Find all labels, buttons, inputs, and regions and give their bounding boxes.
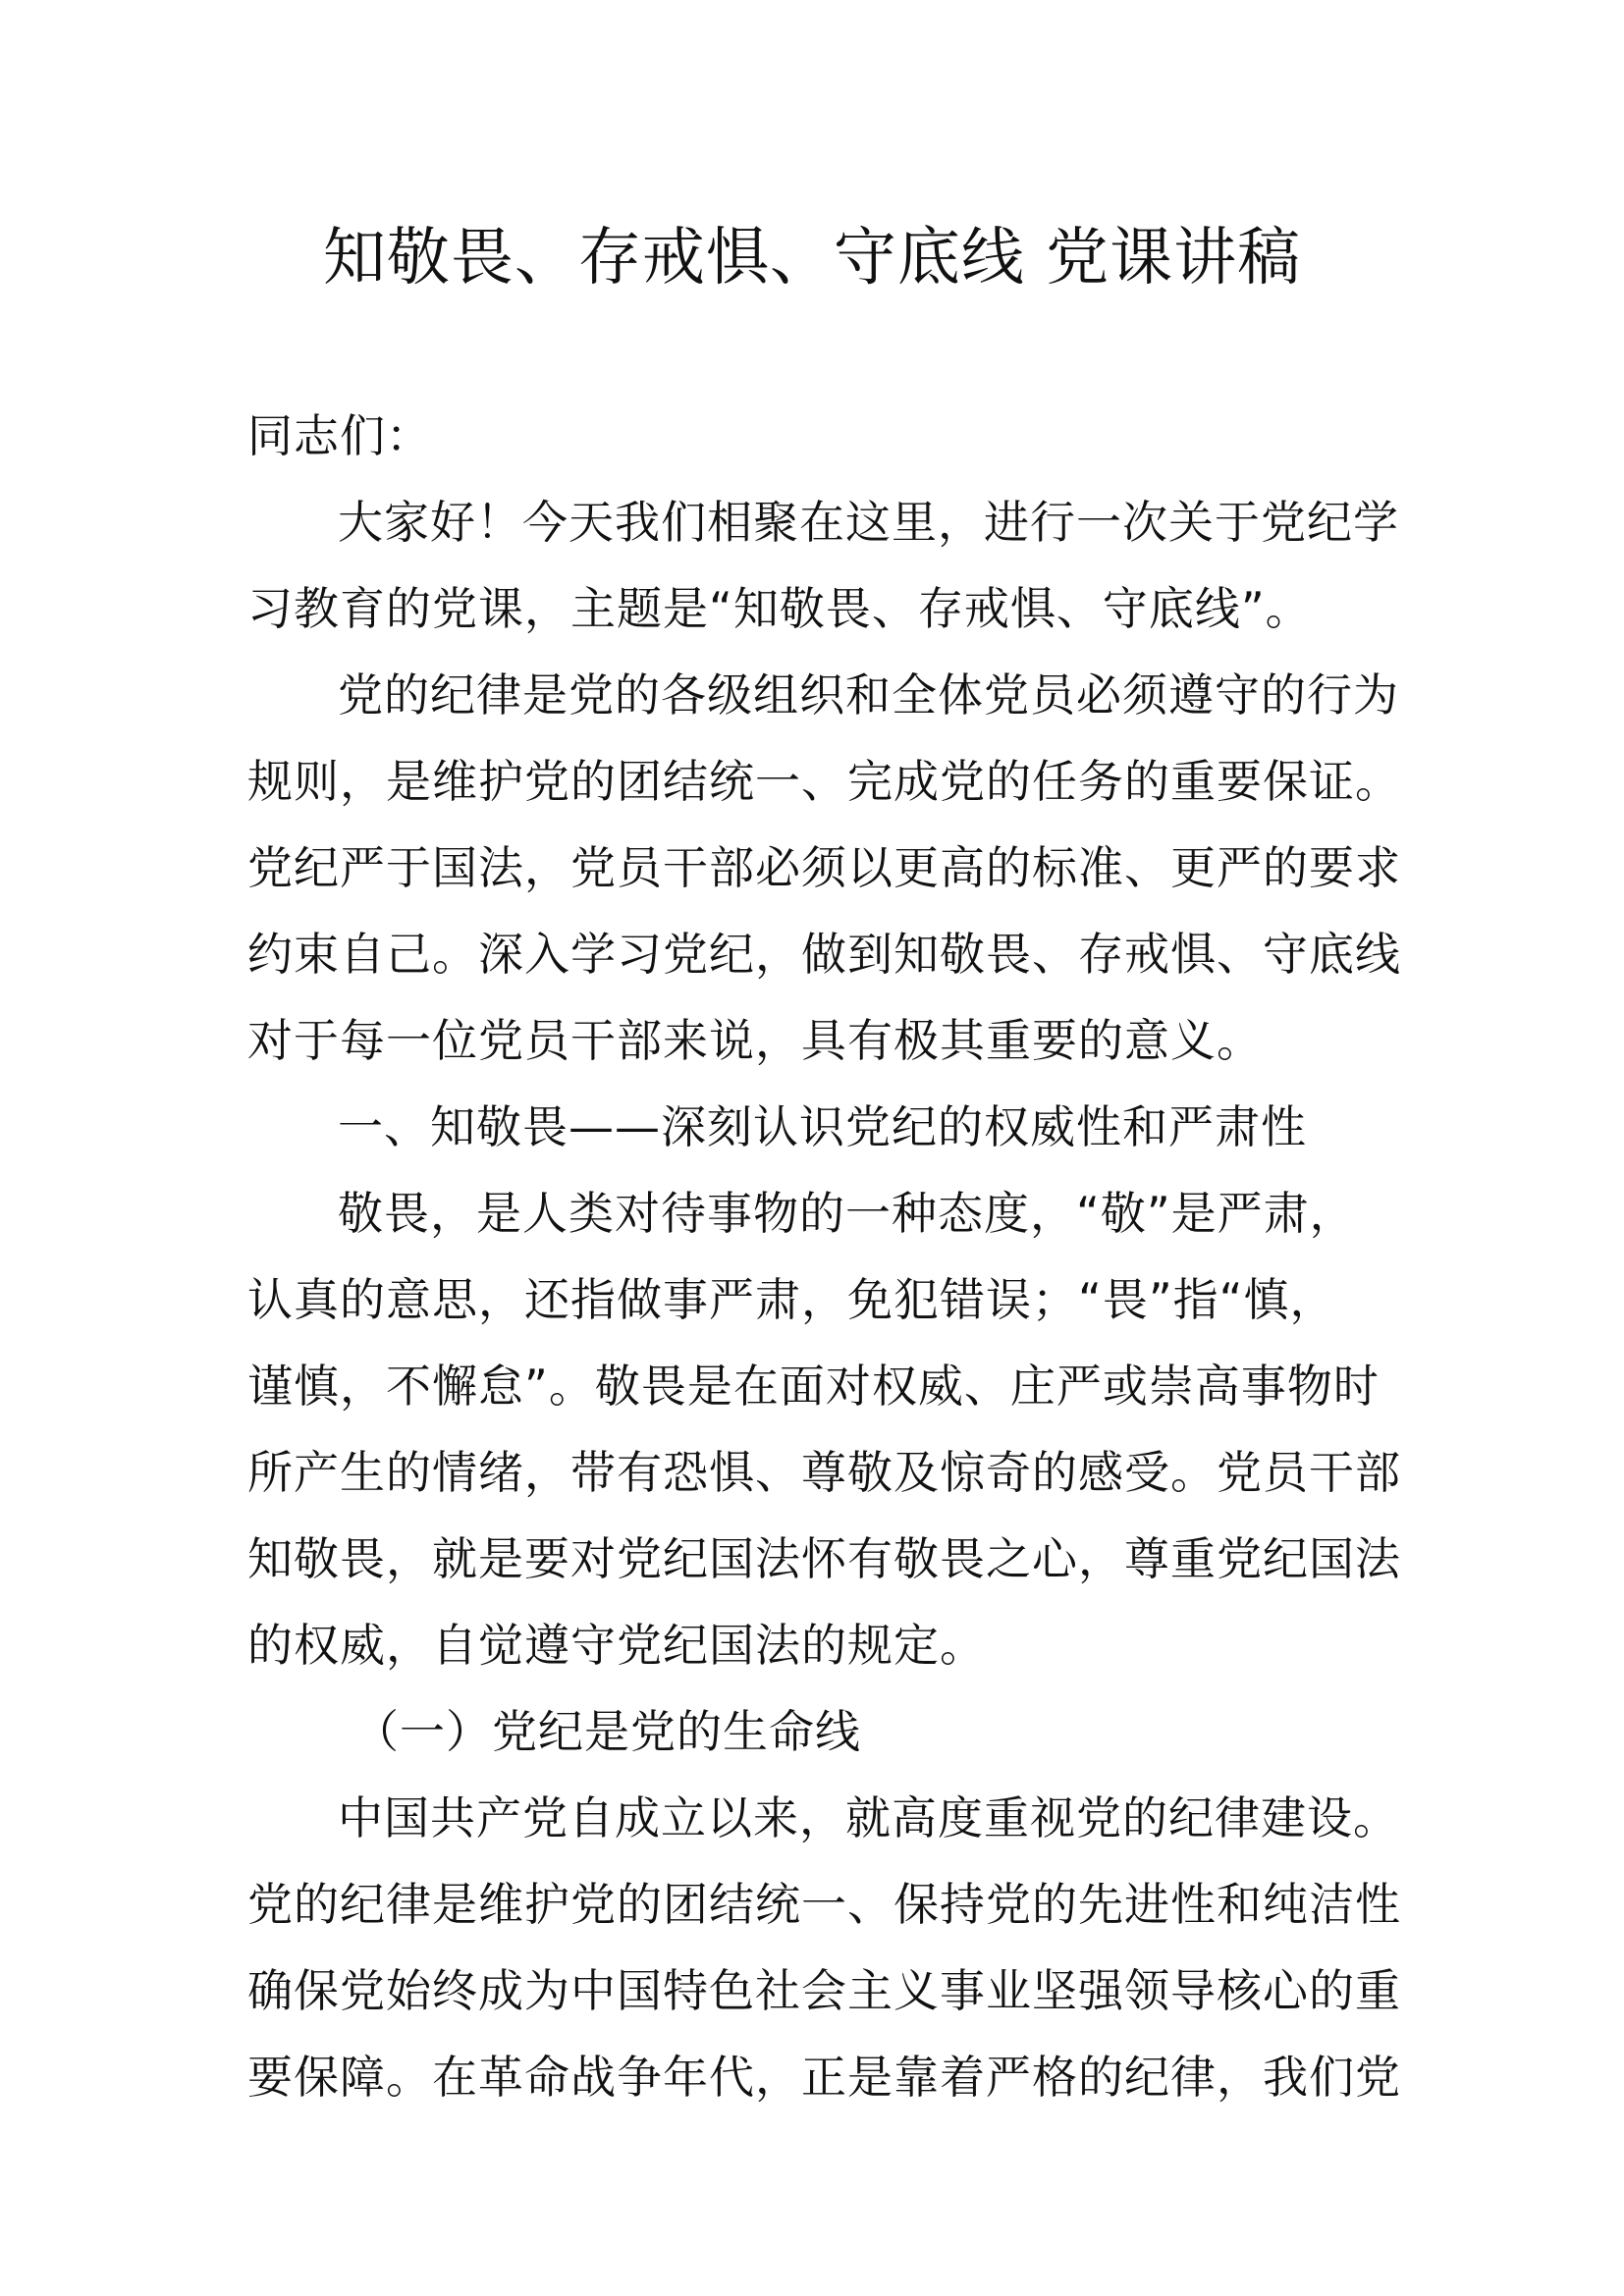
paragraph-line: 规则，是维护党的团结统一、完成党的任务的重要保证。	[247, 755, 1401, 808]
paragraph-line: 敬畏，是人类对待事物的一种态度，“敬”是严肃，	[338, 1187, 1356, 1240]
document-body	[247, 393, 1401, 2120]
paragraph-line: 对于每一位党员干部来说，具有极其重要的意义。	[247, 1014, 1263, 1067]
paragraph-line: 确保党始终成为中国特色社会主义事业坚强领导核心的重	[247, 1964, 1401, 2017]
paragraph-line: 所产生的情绪，带有恐惧、尊敬及惊奇的感受。党员干部	[247, 1446, 1401, 1499]
paragraph-line: 党的纪律是党的各级组织和全体党员必须遵守的行为	[338, 668, 1399, 721]
paragraph-line: 约束自己。深入学习党纪，做到知敬畏、存戒惧、守底线	[247, 928, 1401, 981]
paragraph-line: 的权威，自觉遵守党纪国法的规定。	[247, 1619, 986, 1672]
paragraph-line: 大家好！今天我们相聚在这里，进行一次关于党纪学	[338, 496, 1399, 549]
paragraph-line: 谨慎，不懈怠”。敬畏是在面对权威、庄严或崇高事物时	[247, 1360, 1380, 1413]
paragraph-line: 党纪严于国法，党员干部必须以更高的标准、更严的要求	[247, 841, 1401, 894]
paragraph-line: 认真的意思，还指做事严肃，免犯错误；“畏”指“慎，	[247, 1273, 1336, 1326]
paragraph-line: 要保障。在革命战争年代，正是靠着严格的纪律，我们党	[247, 2051, 1401, 2104]
document-title: 知敬畏、存戒惧、守底线 党课讲稿	[322, 222, 1302, 294]
salutation: 同志们：	[247, 409, 432, 462]
paragraph-line: 习教育的党课，主题是“知敬畏、存戒惧、守底线”。	[247, 582, 1312, 635]
paragraph-line: 中国共产党自成立以来，就高度重视党的纪律建设。	[338, 1791, 1399, 1844]
paragraph-line: 知敬畏，就是要对党纪国法怀有敬畏之心，尊重党纪国法	[247, 1532, 1401, 1585]
subsection-heading: （一）党纪是党的生命线	[353, 1705, 861, 1758]
paragraph-line: 党的纪律是维护党的团结统一、保持党的先进性和纯洁性	[247, 1878, 1401, 1931]
section-heading: 一、知敬畏——深刻认识党纪的权威性和严肃性	[338, 1100, 1307, 1153]
